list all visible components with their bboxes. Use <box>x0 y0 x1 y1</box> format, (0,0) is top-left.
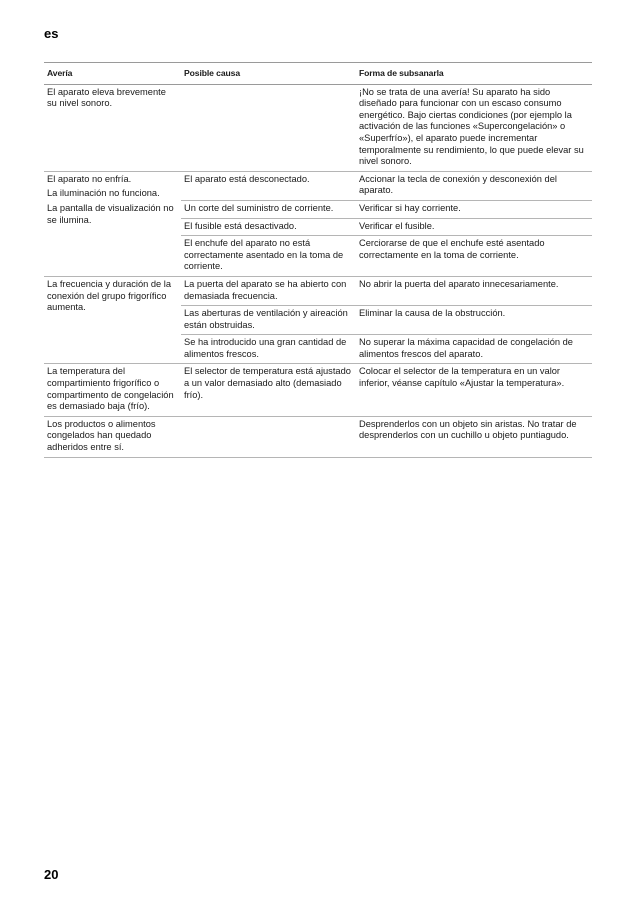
fault-text: El aparato no enfría. <box>47 173 132 184</box>
table-header-row <box>44 63 592 85</box>
fault-cell <box>44 84 181 171</box>
fault-cell <box>44 364 181 416</box>
fault-text: El aparato eleva brevemente su nivel sonoro. <box>47 86 166 109</box>
cause-cell: El fusible está desactivado. <box>181 218 356 236</box>
remedy-cell: ¡No se trata de una avería! Su aparato ha sido diseñado para funcionar con un escaso consumo energético. Bajo ciertas condiciones (por ejemplo la activación de las funciones «Supercongelación» o «Superfrío»), el aparato puede incrementar temporalmente su rendimiento, lo que puede elevar su nivel sonoro. <box>356 84 592 171</box>
page-number: 20 <box>44 867 59 882</box>
cause-cell: Las aberturas de ventilación y aireación están obstruidas. <box>181 306 356 335</box>
table-row <box>44 84 592 171</box>
remedy-cell: Cerciorarse de que el enchufe esté asentado correctamente en la toma de corriente. <box>356 236 592 277</box>
cause-cell <box>181 416 356 457</box>
fault-text: La iluminación no funciona. <box>47 188 160 199</box>
cause-cell <box>181 84 356 171</box>
fault-text: La frecuencia y duración de la conexión del grupo frigorífico aumenta. <box>47 278 172 313</box>
language-code: es <box>44 26 59 41</box>
cause-cell: El aparato está desconectado. <box>181 171 356 200</box>
column-header-remedy: Forma de subsanarla <box>356 63 592 85</box>
remedy-cell: No superar la máxima capacidad de congelación de alimentos frescos del aparato. <box>356 335 592 364</box>
fault-cell <box>44 171 181 276</box>
cause-cell: Un corte del suministro de corriente. <box>181 200 356 218</box>
table-row <box>44 171 592 200</box>
fault-cell <box>44 416 181 457</box>
remedy-cell: Eliminar la causa de la obstrucción. <box>356 306 592 335</box>
cause-cell: Se ha introducido una gran cantidad de alimentos frescos. <box>181 335 356 364</box>
cause-cell: El selector de temperatura está ajustado a un valor demasiado alto (demasiado frío). <box>181 364 356 416</box>
table-row <box>44 364 592 416</box>
cause-cell: El enchufe del aparato no está correctamente asentado en la toma de corriente. <box>181 236 356 277</box>
remedy-cell: No abrir la puerta del aparato innecesariamente. <box>356 276 592 305</box>
fault-text: La pantalla de visualización no se ilumina. <box>47 202 174 225</box>
remedy-cell: Verificar si hay corriente. <box>356 200 592 218</box>
remedy-cell: Verificar el fusible. <box>356 218 592 236</box>
fault-text: Los productos o alimentos congelados han quedado adheridos entre sí. <box>47 418 156 453</box>
column-header-cause: Posible causa <box>181 63 356 85</box>
remedy-cell: Accionar la tecla de conexión y desconexión del aparato. <box>356 171 592 200</box>
remedy-cell: Desprenderlos con un objeto sin aristas. No tratar de desprenderlos con un cuchillo u objeto puntiagudo. <box>356 416 592 457</box>
table-row <box>44 276 592 305</box>
remedy-cell: Colocar el selector de la temperatura en un valor inferior, véanse capítulo «Ajustar la temperatura». <box>356 364 592 416</box>
fault-text: La temperatura del compartimiento frigorífico o compartimento de congelación es demasiado baja (frío). <box>47 366 174 412</box>
troubleshooting-table <box>44 62 592 458</box>
cause-cell: La puerta del aparato se ha abierto con demasiada frecuencia. <box>181 276 356 305</box>
table-row <box>44 416 592 457</box>
fault-cell <box>44 276 181 364</box>
column-header-fault: Avería <box>44 63 181 85</box>
